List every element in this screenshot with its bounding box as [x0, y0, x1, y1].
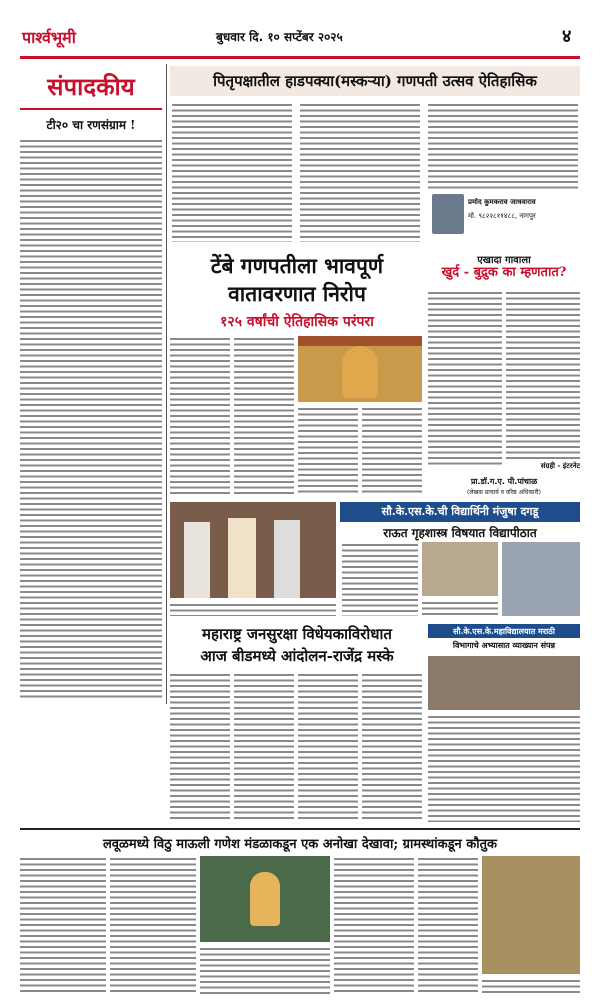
khurd-kicker: एखादा गावाला: [477, 255, 531, 266]
bottom-text-col3: [200, 946, 330, 994]
brand-name: पार्श्वभूमी: [22, 28, 76, 47]
top-story-text-col1: [172, 102, 292, 242]
photo-person-1: [184, 522, 210, 598]
bottom-story: [20, 828, 580, 996]
marathi-dept-headline-1: सौ.के.एस.के.महाविद्यालयात मराठी: [428, 624, 580, 638]
student-headline-line2: राऊत गृहशास्त्र विषयात विद्यापीठात: [383, 526, 537, 540]
khurd-story: [428, 252, 580, 500]
ganesh-headline-line2: वातावरणात निरोप: [228, 281, 366, 306]
khurd-byline-desc: (लेखक प्राचार्य व वरिष्ठ अधिकारी): [467, 489, 541, 496]
masthead-rule: [20, 56, 580, 59]
top-story-text-col3: [428, 102, 578, 190]
khurd-byline-name: प्रा.डॉ.ग.ए. पी.पांचाळ: [470, 477, 538, 486]
khurd-headline: खुर्द - बुद्रुक का म्हणतात?: [441, 265, 567, 280]
bottom-rule: [20, 828, 580, 830]
marathi-dept-photo: [428, 656, 580, 710]
top-story-text-col2: [300, 102, 420, 242]
bottom-text-col4: [334, 856, 414, 994]
bottom-text-col5: [418, 856, 478, 994]
protest-text-col3: [298, 672, 358, 820]
khurd-text-col2: [506, 290, 580, 460]
student-text-col1: [342, 542, 418, 616]
student-photo: [422, 542, 498, 596]
author-name: प्रमोद कुमकराव जाधवाराव: [468, 198, 536, 206]
editorial-subtitle: टी२० चा रणसंग्राम !: [46, 118, 136, 132]
ganesh-decoration-photo: [200, 856, 330, 942]
page-number: ४: [562, 26, 572, 47]
protest-headline-line1: महाराष्ट्र जनसुरक्षा विधेयकाविरोधात: [202, 625, 392, 643]
bottom-headline: लवूळमध्ये विठु माऊली गणेश मंडळाकडून एक अनोखा देखावा; ग्रामस्थांकडून कौतुक: [102, 837, 498, 852]
classroom-photo: [502, 542, 580, 616]
felicitation-photo: [170, 502, 336, 598]
editorial-title: संपादकीय: [47, 72, 135, 101]
masthead: [0, 0, 600, 62]
curtain-shape: [298, 336, 422, 346]
khurd-text-col1: [428, 290, 502, 468]
procession-caption: [482, 978, 580, 994]
ganesh-headline-line1: टेंबे गणपतीला भावपूर्ण: [210, 253, 384, 278]
felicitation-caption: [170, 602, 336, 616]
ganesh-story: [170, 252, 424, 500]
ganesh-text-col2: [234, 336, 294, 496]
protest-text-col1: [170, 672, 230, 820]
editorial-title-rule: [20, 108, 162, 110]
procession-photo: [482, 856, 580, 974]
student-headline-line1: सौ.के.एस.के.ची विद्यार्थिनी मंजुषा दगडू: [340, 502, 580, 522]
author-phone: मो. ९८२२८११४८८, नागपुर: [468, 212, 536, 220]
ganesh-text-col1: [170, 336, 230, 496]
idol-shape: [342, 346, 378, 398]
protest-text-col2: [234, 672, 294, 820]
ganesh-idol-photo: [298, 336, 422, 402]
decoration-idol: [250, 872, 280, 926]
protest-story: [170, 624, 424, 824]
khurd-source: संग्रही - इंटरनेट: [540, 462, 580, 470]
marathi-dept-story: [428, 624, 580, 824]
photo-person-3: [274, 520, 300, 598]
author-box: [432, 194, 578, 238]
ganesh-subhead: १२५ वर्षांची ऐतिहासिक परंपरा: [220, 314, 374, 330]
protest-headline-line2: आज बीडमध्ये आंदोलन-राजेंद्र मस्के: [200, 647, 394, 665]
protest-text-col4: [362, 672, 422, 820]
photo-person-2: [228, 518, 256, 598]
ganesh-text-col4: [362, 406, 422, 496]
author-photo: [432, 194, 464, 234]
editorial-body-text: [20, 138, 162, 700]
top-story: [170, 64, 580, 250]
top-story-headline: पितृपक्षातील हाडपक्या(मस्कऱ्या) गणपती उत्सव ऐतिहासिक: [170, 66, 580, 96]
column-divider: [166, 64, 167, 704]
student-text-col2: [422, 600, 498, 616]
bottom-text-col1: [20, 856, 106, 994]
marathi-dept-text: [428, 714, 580, 822]
student-story: [170, 502, 580, 620]
marathi-dept-headline-2: विभागाचे अभ्यासात व्याख्यान संपन्न: [452, 640, 556, 650]
editorial-column: [20, 64, 162, 704]
bottom-text-col2: [110, 856, 196, 994]
issue-date: बुधवार दि. १० सप्टेंबर २०२५: [216, 30, 343, 44]
ganesh-text-col3: [298, 406, 358, 496]
